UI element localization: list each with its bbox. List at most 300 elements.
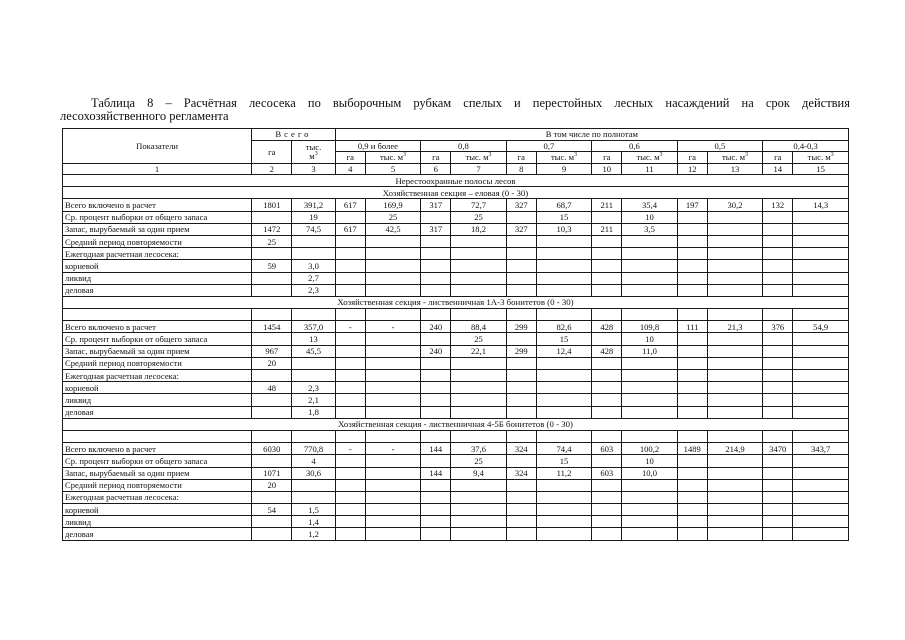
- column-number: 4: [335, 163, 365, 175]
- row-label: корневой: [63, 260, 252, 272]
- unit-m3-header: тыс. $м^3$: [707, 152, 762, 164]
- table-cell: [536, 357, 591, 369]
- section-title-row-text: Хозяйственная секция - лиственничная 1А-3 бонитетов (0 - 30): [63, 296, 849, 308]
- table-cell: 15: [536, 333, 591, 345]
- table-cell: [365, 309, 420, 321]
- table-cell: [707, 467, 762, 479]
- table-cell: [365, 479, 420, 491]
- table-cell: [252, 309, 292, 321]
- table-cell: [451, 382, 506, 394]
- table-cell: [677, 260, 707, 272]
- table-cell: 1489: [677, 443, 707, 455]
- table-cell: [421, 491, 451, 503]
- table-row: [63, 528, 849, 540]
- table-cell: 59: [252, 260, 292, 272]
- table-cell: [536, 528, 591, 540]
- table-cell: [506, 211, 536, 223]
- table-cell: [421, 272, 451, 284]
- table-cell: [622, 248, 677, 260]
- table-cell: 15: [536, 455, 591, 467]
- table-row: [63, 504, 849, 516]
- row-label: ликвид: [63, 394, 252, 406]
- table-cell: [793, 370, 849, 382]
- row-label: Ср. процент выборки от общего запаса: [63, 211, 252, 223]
- table-cell: [506, 430, 536, 442]
- table-cell: 324: [506, 467, 536, 479]
- table-cell: [365, 333, 420, 345]
- table-cell: [793, 211, 849, 223]
- table-cell: [421, 211, 451, 223]
- table-cell: [451, 272, 506, 284]
- table-cell: [793, 260, 849, 272]
- table-cell: [506, 479, 536, 491]
- table-cell: [292, 248, 335, 260]
- column-number: 5: [365, 163, 420, 175]
- table-cell: [793, 430, 849, 442]
- table-cell: [677, 309, 707, 321]
- table-cell: 617: [335, 199, 365, 211]
- table-cell: 25: [252, 235, 292, 247]
- table-cell: [421, 284, 451, 296]
- table-cell: 197: [677, 199, 707, 211]
- table-cell: 74,4: [536, 443, 591, 455]
- table-cell: [365, 382, 420, 394]
- table-cell: [536, 272, 591, 284]
- table-cell: [252, 333, 292, 345]
- table-cell: [335, 528, 365, 540]
- table-cell: [421, 309, 451, 321]
- table-row: [63, 235, 849, 247]
- table-cell: [335, 430, 365, 442]
- column-number: 2: [252, 163, 292, 175]
- table-cell: [365, 491, 420, 503]
- column-number: 14: [763, 163, 793, 175]
- table-cell: 1472: [252, 223, 292, 235]
- table-cell: [252, 272, 292, 284]
- table-cell: [506, 272, 536, 284]
- unit-m3-header: тыс. $м^3$: [793, 152, 849, 164]
- column-number: 12: [677, 163, 707, 175]
- table-cell: [707, 491, 762, 503]
- table-cell: [506, 357, 536, 369]
- row-label: Ср. процент выборки от общего запаса: [63, 333, 252, 345]
- table-row: [63, 199, 849, 211]
- table-cell: [451, 406, 506, 418]
- table-cell: [763, 382, 793, 394]
- table-cell: 376: [763, 321, 793, 333]
- table-cell: 1801: [252, 199, 292, 211]
- table-cell: [451, 235, 506, 247]
- table-cell: [677, 211, 707, 223]
- table-cell: [451, 284, 506, 296]
- table-cell: [793, 309, 849, 321]
- table-cell: [707, 382, 762, 394]
- row-label: Ежегодная расчетная лесосека:: [63, 491, 252, 503]
- table-cell: [506, 516, 536, 528]
- row-label: Всего включено в расчет: [63, 443, 252, 455]
- table-cell: [451, 260, 506, 272]
- table-cell: 343,7: [793, 443, 849, 455]
- table-cell: 2,7: [292, 272, 335, 284]
- table-cell: [451, 370, 506, 382]
- table-cell: 770,8: [292, 443, 335, 455]
- table-cell: [707, 260, 762, 272]
- table-cell: [677, 467, 707, 479]
- density-group-header: 0,7: [506, 140, 592, 152]
- table-cell: [592, 284, 622, 296]
- table-cell: [451, 309, 506, 321]
- table-cell: [421, 248, 451, 260]
- table-row: [63, 260, 849, 272]
- table-caption: [60, 97, 850, 123]
- table-cell: 30,2: [707, 199, 762, 211]
- table-cell: 74,5: [292, 223, 335, 235]
- table-cell: [536, 260, 591, 272]
- table-cell: [677, 528, 707, 540]
- table-cell: [763, 394, 793, 406]
- table-cell: [451, 248, 506, 260]
- table-cell: 299: [506, 345, 536, 357]
- table-cell: [622, 528, 677, 540]
- table-cell: [677, 430, 707, 442]
- table-cell: [335, 211, 365, 223]
- unit-ha-header: га: [335, 152, 365, 164]
- table-cell: [763, 516, 793, 528]
- table-cell: [592, 370, 622, 382]
- table-row: [63, 357, 849, 369]
- table-cell: [536, 406, 591, 418]
- table-cell: 3,0: [292, 260, 335, 272]
- table-cell: [592, 382, 622, 394]
- table-cell: 9,4: [451, 467, 506, 479]
- column-number: 8: [506, 163, 536, 175]
- table-cell: [506, 394, 536, 406]
- table-cell: 54,9: [793, 321, 849, 333]
- table-cell: [622, 491, 677, 503]
- table-cell: 391,2: [292, 199, 335, 211]
- table-cell: [592, 504, 622, 516]
- caption-line-1: Таблица 8 – Расчётная лесосека по выборочным рубкам спелых и перестойных лесных насаждений на срок действия: [91, 96, 850, 110]
- table-cell: [451, 357, 506, 369]
- table-cell: [592, 528, 622, 540]
- table-cell: [451, 504, 506, 516]
- table-cell: [536, 491, 591, 503]
- table-cell: [421, 235, 451, 247]
- table-cell: [421, 528, 451, 540]
- table-cell: 13: [292, 333, 335, 345]
- row-label: ликвид: [63, 516, 252, 528]
- table-cell: [536, 430, 591, 442]
- row-label: Запас, вырубаемый за один прием: [63, 467, 252, 479]
- table-cell: [335, 382, 365, 394]
- table-cell: [536, 309, 591, 321]
- table-cell: 603: [592, 467, 622, 479]
- table-cell: [622, 504, 677, 516]
- table-cell: [677, 516, 707, 528]
- table-cell: 18,2: [451, 223, 506, 235]
- table-cell: 25: [365, 211, 420, 223]
- table-cell: 2,1: [292, 394, 335, 406]
- table-cell: [793, 491, 849, 503]
- table-cell: 3470: [763, 443, 793, 455]
- table-cell: [622, 479, 677, 491]
- density-group-header: 0,8: [421, 140, 507, 152]
- table-cell: [506, 333, 536, 345]
- row-label: Ежегодная расчетная лесосека:: [63, 370, 252, 382]
- table-cell: 25: [451, 211, 506, 223]
- table-cell: [536, 248, 591, 260]
- table-cell: 317: [421, 199, 451, 211]
- table-cell: [707, 394, 762, 406]
- table-cell: [793, 284, 849, 296]
- column-number: 3: [292, 163, 335, 175]
- table-cell: [677, 357, 707, 369]
- table-row: [63, 309, 849, 321]
- table-cell: [707, 479, 762, 491]
- table-cell: [793, 455, 849, 467]
- table-cell: 10: [622, 333, 677, 345]
- table-cell: [763, 284, 793, 296]
- table-cell: [622, 382, 677, 394]
- table-cell: 240: [421, 345, 451, 357]
- table-cell: [707, 430, 762, 442]
- table-cell: 327: [506, 223, 536, 235]
- table-cell: [335, 455, 365, 467]
- row-label: ликвид: [63, 272, 252, 284]
- table-cell: [292, 235, 335, 247]
- table-cell: [592, 248, 622, 260]
- table-cell: 42,5: [365, 223, 420, 235]
- table-row: [63, 479, 849, 491]
- table-cell: [421, 333, 451, 345]
- row-label: Средний период повторяемости: [63, 479, 252, 491]
- table-cell: [292, 491, 335, 503]
- table-cell: [707, 345, 762, 357]
- table-cell: [421, 430, 451, 442]
- table-cell: [421, 382, 451, 394]
- table-cell: [252, 491, 292, 503]
- table-cell: 317: [421, 223, 451, 235]
- table-cell: 4: [292, 455, 335, 467]
- table-row: [63, 467, 849, 479]
- table-cell: -: [365, 321, 420, 333]
- table-cell: [536, 235, 591, 247]
- table-cell: [793, 223, 849, 235]
- table-cell: [335, 394, 365, 406]
- table-cell: [592, 333, 622, 345]
- table-cell: 1,4: [292, 516, 335, 528]
- table-cell: 10: [622, 455, 677, 467]
- column-number: 7: [451, 163, 506, 175]
- table-cell: 428: [592, 321, 622, 333]
- table-cell: [707, 516, 762, 528]
- table-cell: [622, 394, 677, 406]
- table-cell: 37,6: [451, 443, 506, 455]
- table-cell: 30,6: [292, 467, 335, 479]
- table-cell: [421, 260, 451, 272]
- table-cell: [677, 491, 707, 503]
- table-cell: [592, 272, 622, 284]
- total-m3-header: тыс. $м^3$: [292, 140, 335, 163]
- table-cell: [335, 504, 365, 516]
- table-cell: 132: [763, 199, 793, 211]
- row-label: Всего включено в расчет: [63, 321, 252, 333]
- section-title-row: [63, 418, 849, 430]
- table-cell: 2,3: [292, 284, 335, 296]
- table-cell: [421, 455, 451, 467]
- table-row: [63, 272, 849, 284]
- table-cell: [365, 394, 420, 406]
- table-cell: [335, 260, 365, 272]
- table-cell: -: [335, 443, 365, 455]
- table-cell: [763, 467, 793, 479]
- table-cell: 12,4: [536, 345, 591, 357]
- table-cell: [335, 479, 365, 491]
- table-cell: [536, 479, 591, 491]
- table-cell: [677, 284, 707, 296]
- table-cell: 10: [622, 211, 677, 223]
- table-cell: [793, 406, 849, 418]
- table-cell: [592, 260, 622, 272]
- table-cell: [451, 528, 506, 540]
- table-cell: [335, 272, 365, 284]
- table-cell: [793, 357, 849, 369]
- table-cell: [763, 528, 793, 540]
- table-cell: [622, 260, 677, 272]
- row-label: Средний период повторяемости: [63, 235, 252, 247]
- table-cell: 109,8: [622, 321, 677, 333]
- unit-ha-header: га: [677, 152, 707, 164]
- table-cell: [622, 272, 677, 284]
- unit-ha-header: га: [421, 152, 451, 164]
- table-cell: [622, 235, 677, 247]
- table-cell: 111: [677, 321, 707, 333]
- table-cell: [793, 272, 849, 284]
- table-cell: [335, 406, 365, 418]
- section-title-row: [63, 296, 849, 308]
- table-cell: [365, 370, 420, 382]
- table-cell: 428: [592, 345, 622, 357]
- table-cell: [677, 248, 707, 260]
- table-cell: 211: [592, 199, 622, 211]
- table-cell: 100,2: [622, 443, 677, 455]
- table-cell: [365, 406, 420, 418]
- column-number: 6: [421, 163, 451, 175]
- table-row: [63, 430, 849, 442]
- table-row: [63, 321, 849, 333]
- table-cell: [252, 406, 292, 418]
- table-cell: [677, 235, 707, 247]
- table-cell: 211: [592, 223, 622, 235]
- table-cell: [707, 248, 762, 260]
- unit-m3-header: тыс. $м^3$: [622, 152, 677, 164]
- total-header: Всего: [252, 129, 336, 141]
- table-title-row: [63, 175, 849, 187]
- table-cell: [707, 455, 762, 467]
- table-cell: [707, 211, 762, 223]
- table-cell: [677, 333, 707, 345]
- table-cell: [793, 248, 849, 260]
- table-cell: 15: [536, 211, 591, 223]
- table-cell: [707, 357, 762, 369]
- table-cell: [707, 309, 762, 321]
- table-cell: [421, 516, 451, 528]
- table-cell: [592, 357, 622, 369]
- table-cell: 25: [451, 455, 506, 467]
- table-cell: [536, 382, 591, 394]
- table-cell: [677, 223, 707, 235]
- column-number: 13: [707, 163, 762, 175]
- table-cell: [763, 345, 793, 357]
- table-cell: [592, 479, 622, 491]
- table-cell: [763, 260, 793, 272]
- table-cell: [365, 345, 420, 357]
- indicators-header: Показатели: [63, 129, 252, 164]
- table-cell: [252, 394, 292, 406]
- table-cell: [365, 260, 420, 272]
- row-label: Ежегодная расчетная лесосека:: [63, 248, 252, 260]
- table-row: [63, 455, 849, 467]
- table-cell: 967: [252, 345, 292, 357]
- table-cell: 20: [252, 357, 292, 369]
- table-cell: 324: [506, 443, 536, 455]
- table-cell: [335, 516, 365, 528]
- caption-line-2: лесохозяйственного регламента: [60, 109, 229, 123]
- row-label: [63, 309, 252, 321]
- table-cell: [677, 382, 707, 394]
- table-cell: 144: [421, 467, 451, 479]
- table-cell: [763, 223, 793, 235]
- table-cell: 3,5: [622, 223, 677, 235]
- table-cell: 14,3: [793, 199, 849, 211]
- table-cell: [421, 406, 451, 418]
- table-cell: -: [365, 443, 420, 455]
- table-cell: [252, 528, 292, 540]
- table-cell: [421, 370, 451, 382]
- table-cell: [365, 504, 420, 516]
- table-cell: [707, 406, 762, 418]
- table-cell: 35,4: [622, 199, 677, 211]
- table-cell: 1454: [252, 321, 292, 333]
- table-cell: [592, 491, 622, 503]
- table-cell: 22,1: [451, 345, 506, 357]
- table-cell: [506, 370, 536, 382]
- section-title-row: [63, 187, 849, 199]
- table-cell: [763, 248, 793, 260]
- section-title-row-text: Хозяйственная секция – еловая (0 - 30): [63, 187, 849, 199]
- table-cell: [622, 430, 677, 442]
- table-cell: [506, 260, 536, 272]
- table-row: [63, 516, 849, 528]
- table-cell: [335, 491, 365, 503]
- table-cell: 327: [506, 199, 536, 211]
- table-cell: 214,9: [707, 443, 762, 455]
- table-cell: [793, 345, 849, 357]
- table-cell: 357,0: [292, 321, 335, 333]
- table-cell: 48: [252, 382, 292, 394]
- table-cell: [707, 528, 762, 540]
- table-cell: [763, 272, 793, 284]
- table-cell: [421, 357, 451, 369]
- column-number: 10: [592, 163, 622, 175]
- table-cell: [365, 455, 420, 467]
- table-cell: [677, 479, 707, 491]
- row-label: корневой: [63, 504, 252, 516]
- table-cell: 617: [335, 223, 365, 235]
- row-label: деловая: [63, 528, 252, 540]
- table-cell: [622, 309, 677, 321]
- table-cell: [536, 370, 591, 382]
